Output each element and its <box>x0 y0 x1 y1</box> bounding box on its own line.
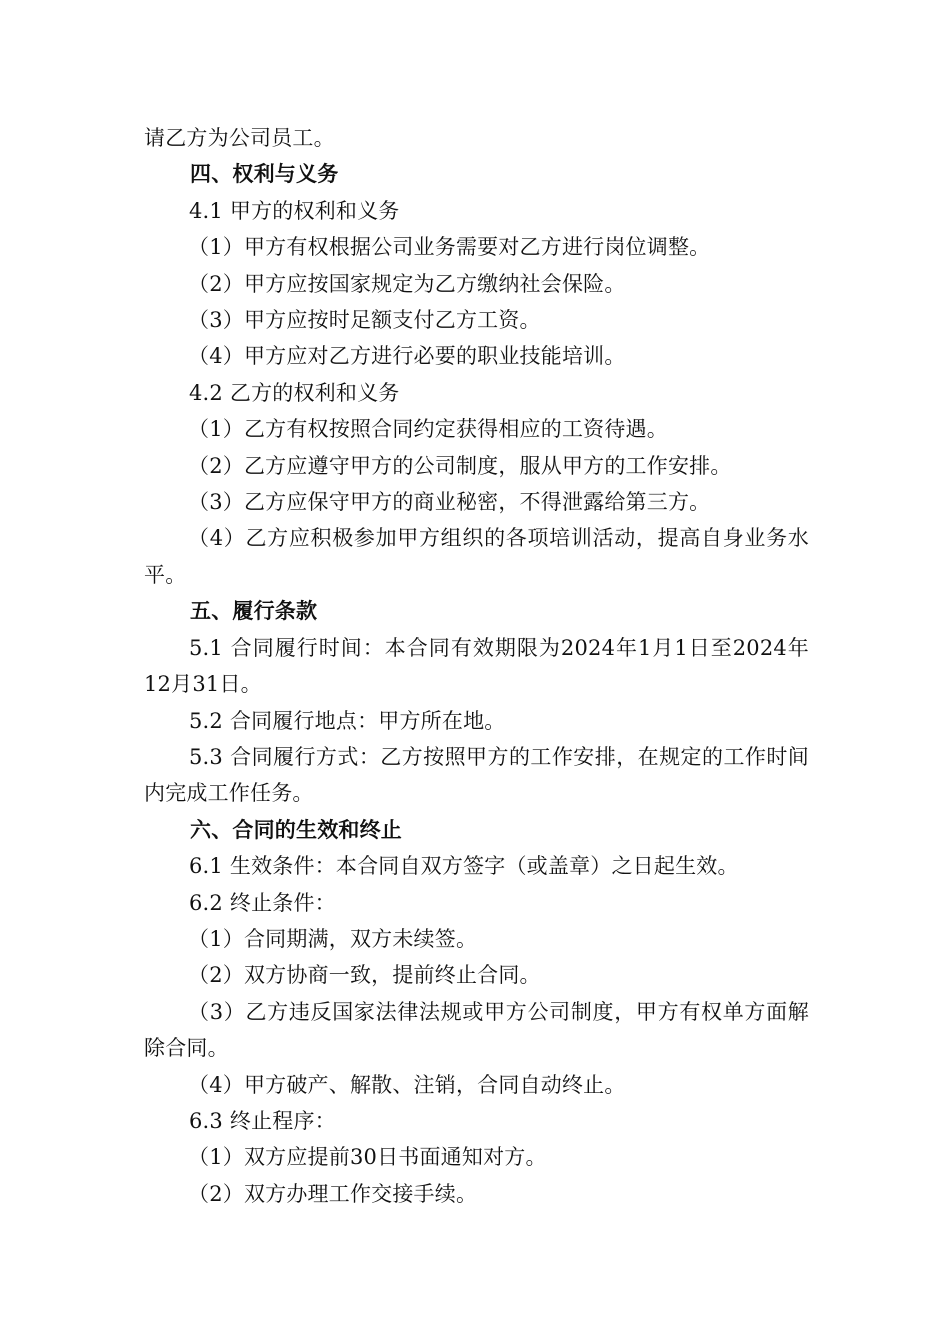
clause-6-3-item-1: （1）双方应提前30日书面通知对方。 <box>188 1145 547 1170</box>
clause-6-2-item-2: （2）双方协商一致，提前终止合同。 <box>188 963 541 988</box>
clause-6-2-item-4: （4）甲方破产、解散、注销，合同自动终止。 <box>188 1072 626 1097</box>
clause-4-2-item-2: （2）乙方应遵守甲方的公司制度，服从甲方的工作安排。 <box>188 453 732 478</box>
clause-4-2-item-4: （4）乙方应积极参加甲方组织的各项培训活动，提高自身业务水平。 <box>144 526 809 587</box>
clause-6-3-item-2: （2）双方办理工作交接手续。 <box>188 1181 478 1206</box>
paragraph-continuation: 请乙方为公司员工。 <box>144 126 335 150</box>
clause-4-1-item-4: （4）甲方应对乙方进行必要的职业技能培训。 <box>188 344 626 369</box>
clause-6-1: 6.1 生效条件：本合同自双方签字（或盖章）之日起生效。 <box>189 854 739 879</box>
clause-6-2-item-3: （3）乙方违反国家法律法规或甲方公司制度，甲方有权单方面解除合同。 <box>144 999 809 1061</box>
clause-6-2-heading: 6.2 终止条件： <box>189 890 336 915</box>
clause-4-2-item-1: （1）乙方有权按照合同约定获得相应的工资待遇。 <box>188 417 668 442</box>
section-heading-effect-termination: 六、合同的生效和终止 <box>190 816 402 842</box>
clause-5-1: 5.1 合同履行时间：本合同有效期限为2024年1月1日至2024年12月31日。 <box>144 635 809 697</box>
clause-4-1-item-2: （2）甲方应按国家规定为乙方缴纳社会保险。 <box>188 271 626 296</box>
clause-4-1-item-1: （1）甲方有权根据公司业务需要对乙方进行岗位调整。 <box>188 235 711 260</box>
clause-4-2-heading: 4.2 乙方的权利和义务 <box>189 380 400 405</box>
clause-4-1-item-3: （3）甲方应按时足额支付乙方工资。 <box>188 308 541 333</box>
section-heading-performance: 五、履行条款 <box>190 598 318 624</box>
document-body <box>144 120 809 1212</box>
clause-4-1-heading: 4.1 甲方的权利和义务 <box>189 198 400 223</box>
section-heading-rights-obligations: 四、权利与义务 <box>190 161 339 187</box>
clause-4-2-item-3: （3）乙方应保守甲方的商业秘密，不得泄露给第三方。 <box>188 490 711 515</box>
clause-5-2: 5.2 合同履行地点：甲方所在地。 <box>189 708 506 733</box>
clause-6-2-item-1: （1）合同期满，双方未续签。 <box>188 926 478 951</box>
clause-5-3: 5.3 合同履行方式：乙方按照甲方的工作安排，在规定的工作时间内完成工作任务。 <box>144 744 809 806</box>
clause-6-3-heading: 6.3 终止程序： <box>189 1108 336 1133</box>
